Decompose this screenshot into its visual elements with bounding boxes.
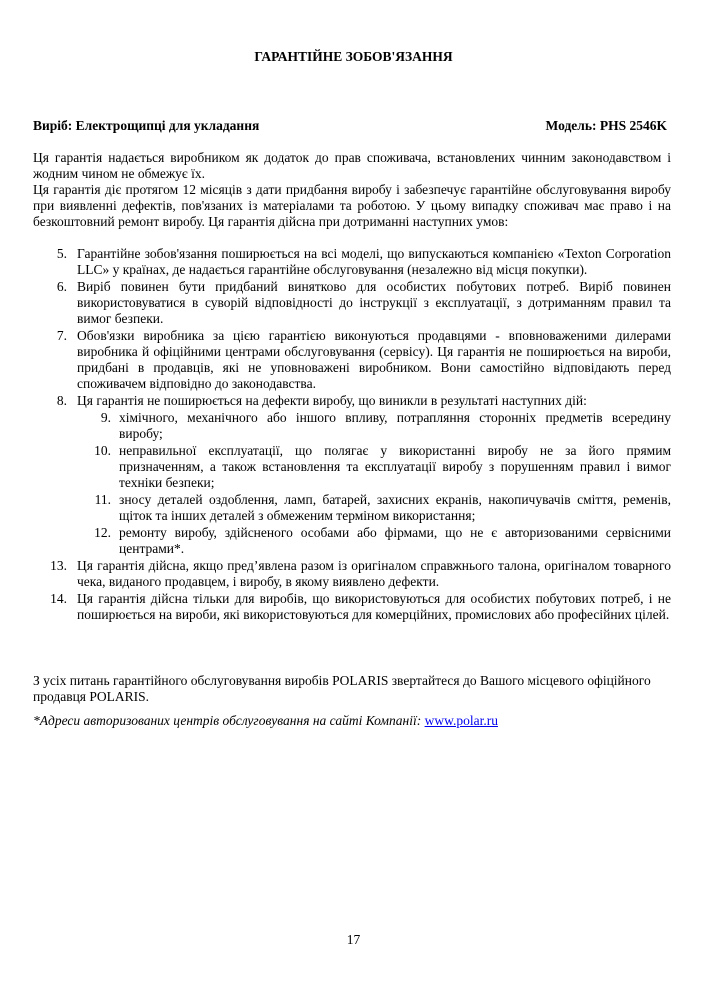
- item-text: зносу деталей оздоблення, ламп, батарей, захисних екранів, накопичувачів сміття, ременів, щіток та інших деталей з обмеженим терміном використання;: [119, 492, 671, 523]
- intro-paragraph: Ця гарантія надається виробником як додаток до прав споживача, встановлених чинним законодавством і жодним чином не обмежує їх.: [33, 150, 671, 181]
- sub-list-item: [33, 443, 671, 491]
- list-item: [33, 393, 671, 409]
- item-text: хімічного, механічного або іншого впливу, потрапляння сторонніх предметів всередину виробу;: [119, 410, 671, 441]
- sub-list-item: [33, 525, 671, 557]
- item-number: 12.: [94, 525, 111, 540]
- closing-text: [33, 673, 671, 705]
- list-item: [33, 558, 671, 590]
- item-text: Ця гарантія дійсна тільки для виробів, що використовуються для особистих побутових потреб, і не поширюється на вироби, які використовуються для комерційних, промислових або професійних цілей.: [77, 591, 671, 622]
- item-number: 11.: [94, 492, 111, 507]
- item-text: Ця гарантія дійсна, якщо пред’явлена разом із оригіналом справжнього талона, оригіналом товарного чека, виданого продавцем, і виробу, в якому виявлено дефекти.: [77, 558, 671, 589]
- item-text: ремонту виробу, здійсненого особами або фірмами, що не є авторизованими сервісними центрами*.: [119, 525, 671, 556]
- item-number: 13.: [50, 558, 67, 573]
- list-item: [33, 591, 671, 623]
- item-text: Виріб повинен бути придбаний винятково для особистих побутових потреб. Виріб повинен використовуватися в суворій відповідності до інструкції з експлуатації, з дотриманням правил та вимог безпеки.: [77, 279, 671, 326]
- list-item: [33, 279, 671, 327]
- item-text: Обов'язки виробника за цією гарантією виконуються продавцями - вповноваженими дилерами виробника й офіційними центрами обслуговування (сервісу). Ця гарантія не поширюється на вироби, придбані в продавців, які не уповноважені виробником. Вони самостійно відповідають перед споживачем відповідно до законодавства.: [77, 328, 671, 391]
- sub-list-item: [33, 492, 671, 524]
- item-text: неправильної експлуатації, що полягає у використанні виробу не за його прямим призначенням, а також встановлення та експлуатації виробу з порушенням правил і вимог техніки безпеки;: [119, 443, 671, 490]
- item-number: 10.: [94, 443, 111, 458]
- item-number: 8.: [56, 393, 67, 408]
- conditions-list: [33, 246, 671, 624]
- product-label: Виріб: Електрощипці для укладання: [33, 118, 260, 133]
- list-item: [33, 246, 671, 278]
- product-line: [33, 118, 667, 134]
- model-label: Модель: PHS 2546K: [545, 118, 667, 133]
- sub-list-item: [33, 410, 671, 442]
- closing-paragraph: З усіх питань гарантійного обслуговування виробів POLARIS звертайтеся до Вашого місцевого офіційного продавця POLARIS.: [33, 673, 651, 704]
- item-number: 14.: [50, 591, 67, 606]
- item-number: 5.: [56, 246, 67, 261]
- page-number: 17: [346, 932, 361, 947]
- page-title: ГАРАНТІЙНЕ ЗОБОВ'ЯЗАННЯ: [254, 49, 453, 64]
- service-centers-note: [33, 713, 671, 729]
- item-number: 9.: [100, 410, 111, 425]
- item-text: Ця гарантія не поширюється на дефекти виробу, що виникли в результаті наступних дій:: [77, 393, 587, 408]
- intro-text: [33, 150, 671, 230]
- item-number: 6.: [56, 279, 67, 294]
- item-number: 7.: [56, 328, 67, 343]
- intro-paragraph: Ця гарантія діє протягом 12 місяців з дати придбання виробу і забезпечує гарантійне обслуговування виробу при виявленні дефектів, пов'язаних із матеріалами та роботою. У цьому випадку споживач має право і на безкоштовний ремонт виробу. Ця гарантія дійсна при дотриманні наступних умов:: [33, 182, 671, 229]
- note-text: *Адреси авторизованих центрів обслуговування на сайті Компанії:: [33, 713, 425, 728]
- website-link[interactable]: www.polar.ru: [424, 713, 498, 728]
- item-text: Гарантійне зобов'язання поширюється на всі моделі, що випускаються компанією «Texton Corporation LLC» у країнах, де надається гарантійне обслуговування (незалежно від місця покупки).: [77, 246, 671, 277]
- list-item: [33, 328, 671, 392]
